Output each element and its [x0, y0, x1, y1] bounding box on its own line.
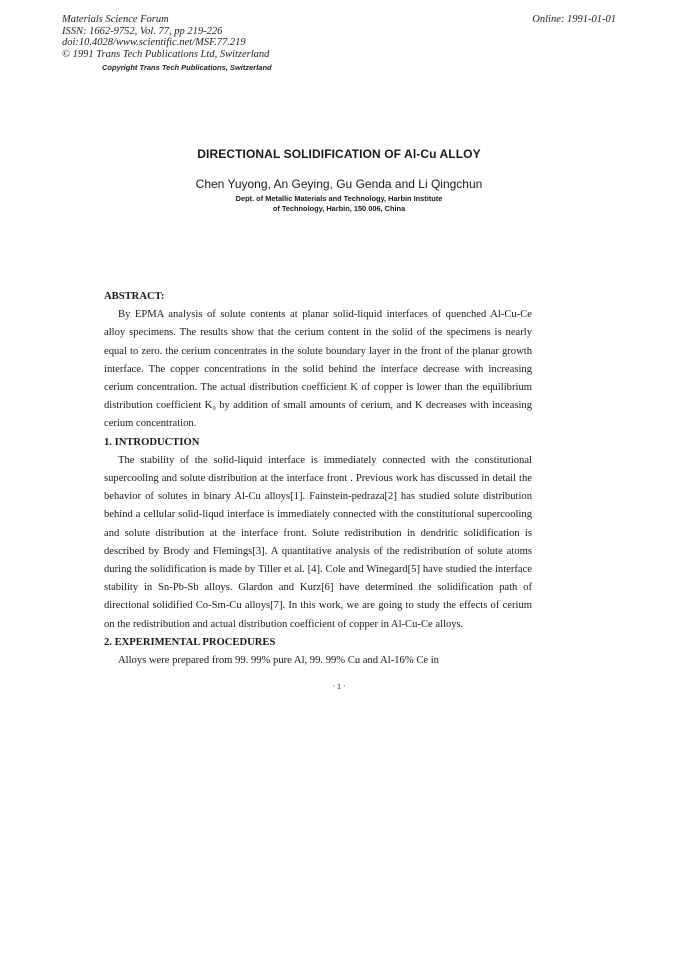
journal-name: Materials Science Forum — [62, 14, 169, 25]
affiliation — [0, 194, 678, 214]
abstract-heading: ABSTRACT: — [104, 291, 165, 302]
issn-line: ISSN: 1662-9752, Vol. 77, pp 219-226 — [62, 25, 223, 37]
doi-link[interactable]: doi:10.4028/www.scientific.net/MSF.77.219 — [62, 37, 246, 49]
experimental-paragraph: Alloys were prepared from 99. 99% pure Al, 99. 99% Cu and Al-16% Ce in — [118, 655, 439, 667]
experimental-heading: 2. EXPERIMENTAL PROCEDURES — [104, 636, 276, 648]
online-date: Online: 1991-01-01 — [532, 14, 616, 25]
introduction-heading: 1. INTRODUCTION — [104, 436, 200, 448]
affiliation-line-2: of Technology, Harbin, 150 006, China — [272, 204, 406, 213]
affiliation-line-1: Dept. of Metallic Materials and Technology, Harbin Institute — [235, 194, 443, 203]
copyright-line: © 1991 Trans Tech Publications Ltd, Switzerland — [62, 48, 270, 60]
paper-body — [104, 288, 532, 670]
paper-title: DIRECTIONAL SOLIDIFICATION OF Al-Cu ALLOY — [197, 147, 481, 161]
copyright-line-2: Copyright Trans Tech Publications, Switzerland — [102, 63, 272, 73]
journal-metadata — [62, 14, 272, 74]
abstract-paragraph: By EPMA analysis of solute contents at planar solid-liquid interfaces of quenched Al-Cu-Ce alloy specimens. The results show that the cerium content in the solid of the specimens is nearly equal to zero. the cerium concentrates in the solute boundary layer in the front of the planar growth interface. The copper concentrations in the solid behind the interface decrease with increasing cerium concentration. The actual distribution coefficient K of copper is lower than the equilibrium distribution coefficient K₀ by addition of small amounts of cerium, and K decreases with inceasing cerium concentration. — [104, 309, 532, 430]
author-list: Chen Yuyong, An Geying, Gu Genda and Li Qingchun — [195, 177, 483, 191]
introduction-paragraph: The stability of the solid-liquid interface is immediately connected with the constitutional supercooling and solute distribution at the interface front . Previous work has discussed in detail the behavior of solutes in binary Al-Cu alloys[1]. Fainstein-pedraza[2] has studied solute distribution behind a cellular solid-liqud interface is immediately connected with the constitutional supercooling and solute distribution at the interface front. Solute redistribution in dendritic solidification is described by Brody and Flemings[3]. A quantitative analysis of the redistribution of solute atoms during the solidification is made by Tiller et al. [4]. Cole and Winegard[5] have studied the interface stability in Sn-Pb-Sb alloys. Glardon and Kurz[6] have determined the solidification path of directional solidified Co-Sm-Cu alloys[7]. In this work, we are going to study the effects of cerium on the redistribution and actual distribution coefficient of copper in Al-Cu-Ce alloys. — [104, 454, 532, 630]
page-number: · 1 · — [332, 682, 346, 691]
